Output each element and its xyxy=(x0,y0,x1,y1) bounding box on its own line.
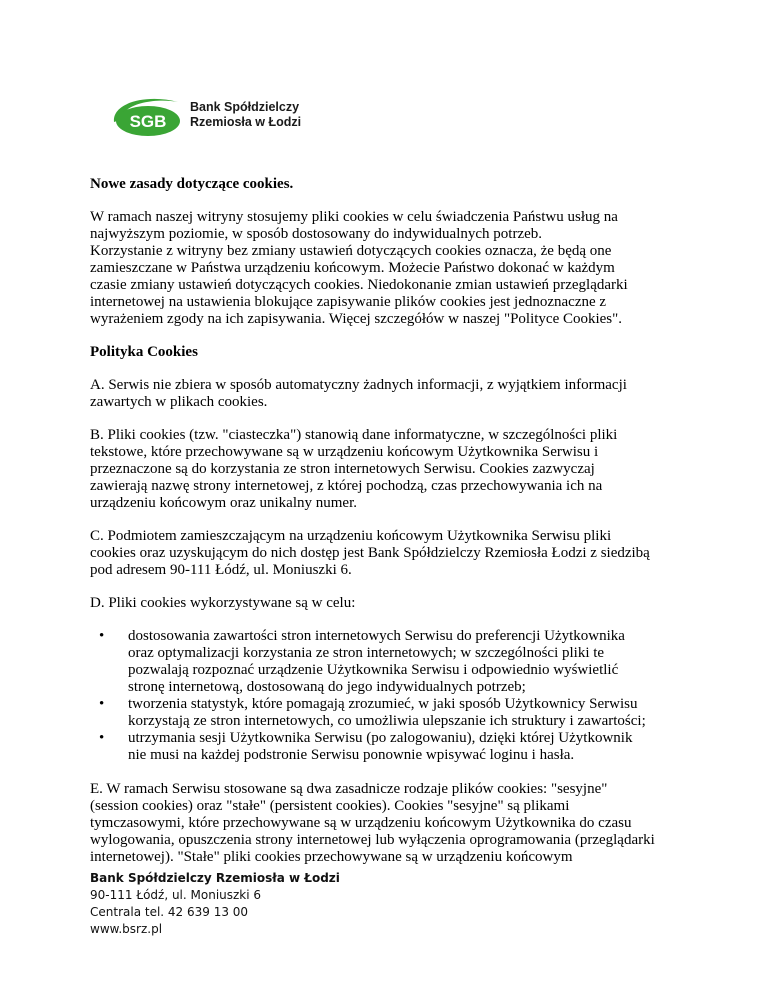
section-line: tekstowe, które przechowywane są w urządzeniu końcowym Użytkownika Serwisu i xyxy=(90,444,599,460)
document-body xyxy=(90,176,690,882)
section-line: internetowej). "Stałe" pliki cookies przechowywane są w urządzeniu końcowym xyxy=(90,849,573,865)
policy-title: Polityka Cookies xyxy=(90,344,198,360)
section-a xyxy=(90,377,690,411)
section-c xyxy=(90,528,690,579)
logo-bank-name xyxy=(190,100,301,130)
logo-mark-text: SGB xyxy=(129,112,167,131)
section-line: zawierają nazwę strony internetowej, z której pochodzą, czas przechowywania ich na xyxy=(90,478,603,494)
section-line: B. Pliki cookies (tzw. "ciasteczka") stanowią dane informatyczne, w szczególności pliki xyxy=(90,427,618,443)
list-item-line: oraz optymalizacji korzystania ze stron internetowych; w szczególności pliki te xyxy=(128,645,605,661)
footer-bank-name: Bank Spółdzielczy Rzemiosła w Łodzi xyxy=(90,871,340,885)
footer-address: 90-111 Łódź, ul. Moniuszki 6 xyxy=(90,888,262,902)
section-d-list xyxy=(90,628,690,764)
logo-name-line1: Bank Spółdzielczy xyxy=(190,100,300,114)
section-line: zawartych w plikach cookies. xyxy=(90,394,268,410)
section-b xyxy=(90,427,690,512)
section-line: wylogowania, opuszczenia strony internetowej lub wyłączenia oprogramowania (przeglądarki xyxy=(90,832,655,848)
footer-website: www.bsrz.pl xyxy=(90,922,163,936)
bank-logo xyxy=(108,92,328,140)
list-item-line: stronę internetową, dostosowaną do jego indywidualnych potrzeb; xyxy=(128,679,526,695)
list-item-line: nie musi na każdej podstronie Serwisu ponownie wpisywać loginu i hasła. xyxy=(128,747,575,763)
list-item-line: korzystają ze stron internetowych, co umożliwia ulepszanie ich struktury i zawartości; xyxy=(128,713,646,729)
section-d-intro: D. Pliki cookies wykorzystywane są w celu: xyxy=(90,595,356,611)
intro-line: wyrażeniem zgody na ich zapisywania. Więcej szczegółów w naszej "Polityce Cookies". xyxy=(90,311,623,327)
section-e xyxy=(90,781,690,866)
list-item-line: dostosowania zawartości stron internetowych Serwisu do preferencji Użytkownika xyxy=(128,628,625,644)
page-footer xyxy=(90,870,340,938)
intro-line: internetowej na ustawienia blokujące zapisywanie plików cookies jest jednoznaczne z xyxy=(90,294,607,310)
section-line: przeznaczone są do korzystania ze stron internetowych Serwisu. Cookies zazwyczaj xyxy=(90,461,595,477)
logo-name-line2: Rzemiosła w Łodzi xyxy=(190,115,302,129)
intro-line: czasie zmiany ustawień dotyczących cookies. Niedokonanie zmian ustawień przeglądarki xyxy=(90,277,628,293)
intro-line: najwyższym poziomie, w sposób dostosowany do indywidualnych potrzeb. xyxy=(90,226,543,242)
section-line: E. W ramach Serwisu stosowane są dwa zasadnicze rodzaje plików cookies: "sesyjne" xyxy=(90,781,608,797)
list-item xyxy=(128,628,690,696)
list-item-line: utrzymania sesji Użytkownika Serwisu (po zalogowaniu), dzięki której Użytkownik xyxy=(128,730,633,746)
section-line: A. Serwis nie zbiera w sposób automatyczny żadnych informacji, z wyjątkiem informacji xyxy=(90,377,627,393)
section-line: cookies oraz uzyskującym do nich dostęp jest Bank Spółdzielczy Rzemiosła Łodzi z siedzibą xyxy=(90,545,650,561)
list-item-line: pozwalają rozpoznać urządzenie Użytkownika Serwisu i odpowiednio wyświetlić xyxy=(128,662,619,678)
intro-paragraph xyxy=(90,209,690,328)
section-line: (session cookies) oraz "stałe" (persistent cookies). Cookies "sesyjne" są plikami xyxy=(90,798,570,814)
intro-line: zamieszczane w Państwa urządzeniu końcowym. Możecie Państwo dokonać w każdym xyxy=(90,260,615,276)
section-line: C. Podmiotem zamieszczającym na urządzeniu końcowym Użytkownika Serwisu pliki xyxy=(90,528,612,544)
list-item xyxy=(128,730,690,764)
section-line: pod adresem 90-111 Łódź, ul. Moniuszki 6. xyxy=(90,562,352,578)
sgb-logo-icon xyxy=(108,92,190,140)
intro-line: W ramach naszej witryny stosujemy pliki cookies w celu świadczenia Państwu usług na xyxy=(90,209,618,225)
footer-phone: Centrala tel. 42 639 13 00 xyxy=(90,905,249,919)
page-title: Nowe zasady dotyczące cookies. xyxy=(90,176,294,192)
list-item-line: tworzenia statystyk, które pomagają zrozumieć, w jaki sposób Użytkownicy Serwisu xyxy=(128,696,638,712)
intro-line: Korzystanie z witryny bez zmiany ustawień dotyczących cookies oznacza, że będą one xyxy=(90,243,612,259)
section-line: urządzeniu końcowym oraz unikalny numer. xyxy=(90,495,357,511)
section-line: tymczasowymi, które przechowywane są w urządzeniu końcowym Użytkownika do czasu xyxy=(90,815,632,831)
list-item xyxy=(128,696,690,730)
